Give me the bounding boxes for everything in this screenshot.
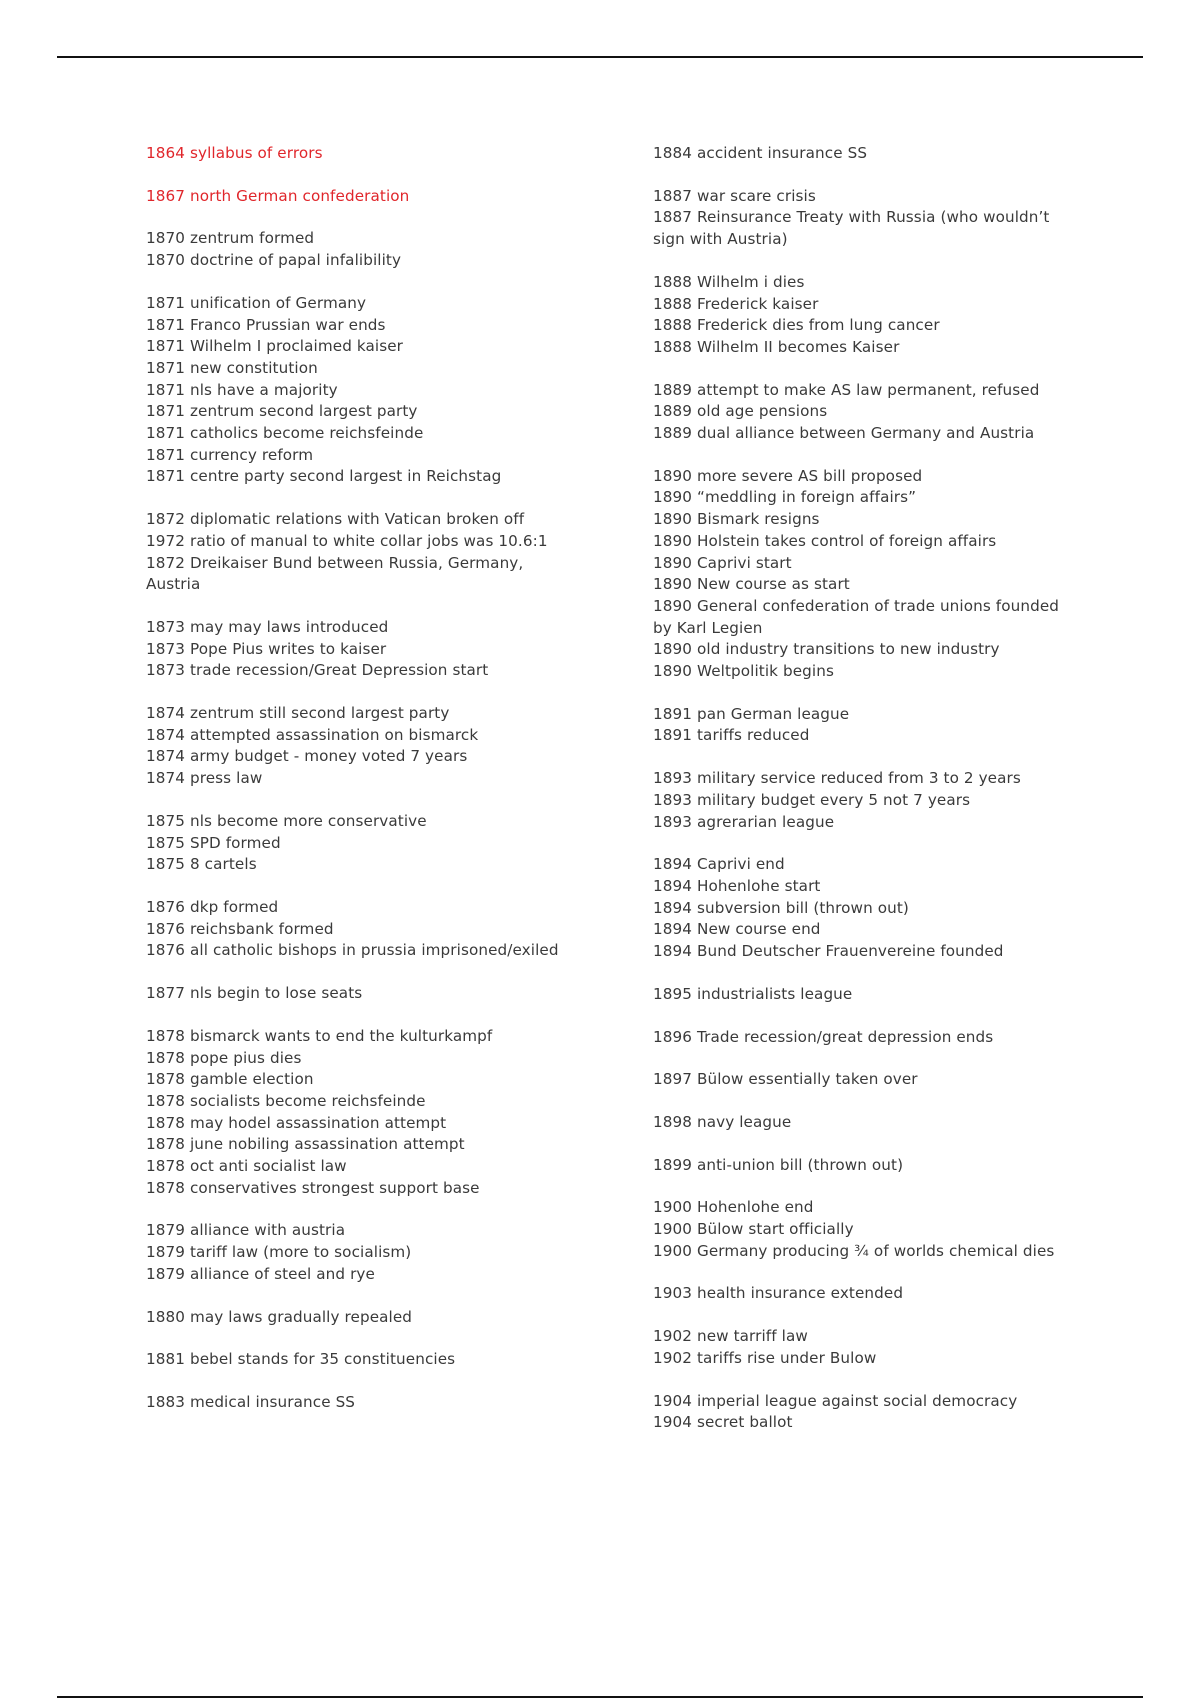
timeline-group <box>653 704 1093 747</box>
timeline-entry: 1871 unification of Germany <box>146 293 367 312</box>
timeline-group <box>653 1283 1093 1305</box>
timeline-entry: 1880 may laws gradually repealed <box>146 1307 413 1326</box>
timeline-entry: 1888 Wilhelm i dies <box>653 272 805 291</box>
timeline-entry: sign with Austria) <box>653 230 788 249</box>
timeline-entry: 1871 zentrum second largest party <box>146 402 418 421</box>
timeline-group <box>653 1197 1093 1262</box>
timeline-entry: 1874 army budget - money voted 7 years <box>146 747 468 766</box>
timeline-group <box>653 984 1093 1006</box>
timeline-entry: 1872 diplomatic relations with Vatican broken off <box>146 510 525 529</box>
timeline-entry: 1889 attempt to make AS law permanent, refused <box>653 380 1040 399</box>
timeline-entry: 1900 Bülow start officially <box>653 1220 854 1239</box>
timeline-entry: 1871 catholics become reichsfeinde <box>146 424 424 443</box>
timeline-entry: 1879 alliance of steel and rye <box>146 1264 375 1283</box>
timeline-entry: 1878 socialists become reichsfeinde <box>146 1091 426 1110</box>
timeline-entry: 1879 alliance with austria <box>146 1221 346 1240</box>
timeline-group <box>653 1027 1093 1049</box>
top-rule <box>57 56 1143 58</box>
timeline-entry: 1881 bebel stands for 35 constituencies <box>146 1350 456 1369</box>
timeline-entry: 1895 industrialists league <box>653 984 853 1003</box>
timeline-entry: 1890 Caprivi start <box>653 553 792 572</box>
timeline-group <box>146 509 606 596</box>
timeline-group <box>146 1307 606 1329</box>
timeline-entry: 1887 Reinsurance Treaty with Russia (who wouldn’t <box>653 208 1050 227</box>
timeline-entry: 1894 New course end <box>653 920 821 939</box>
timeline-group <box>653 768 1093 833</box>
timeline-entry: 1890 more severe AS bill proposed <box>653 466 923 485</box>
timeline-entry: 1871 Wilhelm I proclaimed kaiser <box>146 337 404 356</box>
timeline-entry: 1900 Germany producing ¾ of worlds chemical dies <box>653 1241 1055 1260</box>
timeline-entry: 1871 centre party second largest in Reichstag <box>146 467 502 486</box>
timeline-entry: 1875 nls become more conservative <box>146 811 427 830</box>
timeline-group <box>146 1026 606 1200</box>
timeline-entry: 1878 oct anti socialist law <box>146 1157 347 1176</box>
timeline-entry: 1871 nls have a majority <box>146 380 338 399</box>
timeline-entry: 1874 press law <box>146 769 263 788</box>
timeline-entry: 1893 military budget every 5 not 7 years <box>653 790 971 809</box>
timeline-entry: 1884 accident insurance SS <box>653 144 868 162</box>
timeline-entry: 1894 Caprivi end <box>653 855 785 874</box>
timeline-group <box>653 380 1093 445</box>
timeline-entry: 1890 “meddling in foreign affairs” <box>653 488 917 507</box>
timeline-entry: 1876 dkp formed <box>146 897 279 916</box>
timeline-entry: 1874 zentrum still second largest party <box>146 704 450 723</box>
timeline-entry: 1890 Bismark resigns <box>653 510 820 529</box>
right-timeline-column <box>653 143 1093 1455</box>
timeline-entry: 1864 syllabus of errors <box>146 144 323 162</box>
timeline-entry: 1878 june nobiling assassination attempt <box>146 1135 465 1154</box>
timeline-group <box>146 617 606 682</box>
timeline-entry: 1890 Weltpolitik begins <box>653 662 834 681</box>
timeline-entry: 1871 new constitution <box>146 358 318 377</box>
timeline-entry: 1872 Dreikaiser Bund between Russia, Germany, <box>146 553 524 572</box>
timeline-group <box>653 854 1093 963</box>
timeline-group <box>146 897 606 962</box>
timeline-entry: 1902 tariffs rise under Bulow <box>653 1348 877 1367</box>
timeline-entry: 1873 Pope Pius writes to kaiser <box>146 639 387 658</box>
timeline-entry: 1873 may may laws introduced <box>146 617 389 636</box>
timeline-group <box>146 983 606 1005</box>
timeline-group <box>146 293 606 488</box>
timeline-group <box>653 1326 1093 1369</box>
timeline-entry: 1890 Holstein takes control of foreign affairs <box>653 531 997 550</box>
timeline-entry: 1889 dual alliance between Germany and Austria <box>653 424 1035 443</box>
timeline-group <box>653 1069 1093 1091</box>
timeline-entry: 1891 tariffs reduced <box>653 726 810 745</box>
timeline-group <box>146 1349 606 1371</box>
timeline-entry: 1876 reichsbank formed <box>146 919 334 938</box>
timeline-entry: 1890 old industry transitions to new industry <box>653 640 1000 659</box>
timeline-group <box>653 143 1093 165</box>
timeline-entry: 1879 tariff law (more to socialism) <box>146 1243 412 1262</box>
timeline-entry: 1887 war scare crisis <box>653 186 816 205</box>
timeline-entry: 1871 currency reform <box>146 445 314 464</box>
timeline-entry: 1878 pope pius dies <box>146 1048 302 1067</box>
timeline-entry: 1871 Franco Prussian war ends <box>146 315 386 334</box>
timeline-entry: by Karl Legien <box>653 618 763 637</box>
timeline-entry: 1894 Bund Deutscher Frauenvereine founded <box>653 942 1004 961</box>
timeline-entry: 1890 New course as start <box>653 575 850 594</box>
timeline-group <box>653 1391 1093 1434</box>
timeline-entry: 1888 Frederick dies from lung cancer <box>653 316 940 335</box>
timeline-entry: 1893 agrerarian league <box>653 812 835 831</box>
timeline-entry: 1875 8 cartels <box>146 855 257 874</box>
timeline-group <box>653 186 1093 251</box>
timeline-group <box>653 1155 1093 1177</box>
timeline-entry: 1972 ratio of manual to white collar jobs was 10.6:1 <box>146 531 548 550</box>
timeline-entry: 1867 north German confederation <box>146 186 410 205</box>
timeline-entry: 1876 all catholic bishops in prussia imprisoned/exiled <box>146 941 559 960</box>
timeline-entry: 1903 health insurance extended <box>653 1284 904 1303</box>
timeline-group <box>653 1112 1093 1134</box>
timeline-entry: 1893 military service reduced from 3 to 2 years <box>653 769 1021 788</box>
timeline-entry: 1894 subversion bill (thrown out) <box>653 898 909 917</box>
timeline-entry: 1888 Frederick kaiser <box>653 294 819 313</box>
timeline-group <box>653 272 1093 359</box>
timeline-entry: 1896 Trade recession/great depression ends <box>653 1027 994 1046</box>
timeline-group <box>146 703 606 790</box>
timeline-group <box>146 186 606 208</box>
timeline-entry: 1890 General confederation of trade unions founded <box>653 596 1059 615</box>
timeline-entry: 1878 gamble election <box>146 1070 314 1089</box>
timeline-entry: 1878 bismarck wants to end the kulturkampf <box>146 1026 493 1045</box>
timeline-entry: 1877 nls begin to lose seats <box>146 984 363 1003</box>
timeline-entry: 1874 attempted assassination on bismarck <box>146 725 479 744</box>
timeline-entry: 1870 doctrine of papal infalibility <box>146 251 402 270</box>
timeline-entry: 1898 navy league <box>653 1112 792 1131</box>
timeline-group <box>146 143 606 165</box>
timeline-entry: 1904 imperial league against social democracy <box>653 1391 1018 1410</box>
timeline-entry: 1889 old age pensions <box>653 402 828 421</box>
timeline-entry: 1900 Hohenlohe end <box>653 1198 814 1217</box>
bottom-rule <box>57 1696 1143 1698</box>
timeline-entry: Austria <box>146 575 201 594</box>
timeline-group <box>146 1392 606 1414</box>
timeline-group <box>146 1220 606 1285</box>
timeline-group <box>653 466 1093 683</box>
timeline-entry: 1878 may hodel assassination attempt <box>146 1113 447 1132</box>
timeline-group <box>146 228 606 271</box>
timeline-entry: 1883 medical insurance SS <box>146 1392 356 1411</box>
timeline-entry: 1873 trade recession/Great Depression start <box>146 661 489 680</box>
timeline-group <box>146 811 606 876</box>
timeline-entry: 1888 Wilhelm II becomes Kaiser <box>653 337 900 356</box>
timeline-entry: 1891 pan German league <box>653 704 850 723</box>
timeline-entry: 1902 new tarriff law <box>653 1327 808 1346</box>
timeline-entry: 1894 Hohenlohe start <box>653 876 821 895</box>
left-timeline-column <box>146 143 606 1435</box>
timeline-entry: 1897 Bülow essentially taken over <box>653 1070 918 1089</box>
timeline-entry: 1870 zentrum formed <box>146 229 315 248</box>
timeline-entry: 1904 secret ballot <box>653 1413 793 1432</box>
timeline-entry: 1875 SPD formed <box>146 833 281 852</box>
timeline-entry: 1899 anti-union bill (thrown out) <box>653 1155 904 1174</box>
timeline-entry: 1878 conservatives strongest support base <box>146 1178 480 1197</box>
